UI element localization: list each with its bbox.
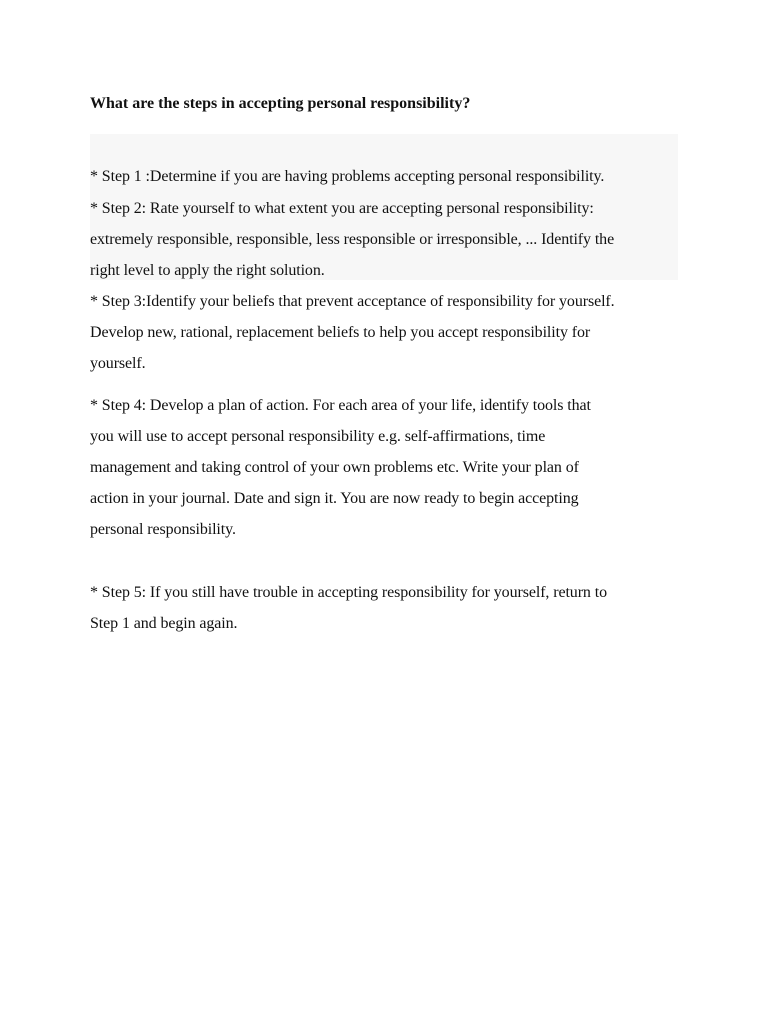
step-4-line: action in your journal. Date and sign it. You are now ready to begin accepting	[90, 490, 579, 507]
step-4-line: you will use to accept personal responsibility e.g. self-affirmations, time	[90, 428, 546, 445]
step-2-line: extremely responsible, responsible, less responsible or irresponsible, ... Identify the	[90, 231, 615, 248]
step-4-line: management and taking control of your own problems etc. Write your plan of	[90, 459, 579, 476]
step-5-line: * Step 5: If you still have trouble in accepting responsibility for yourself, return to	[90, 584, 607, 601]
step-4-line: personal responsibility.	[90, 521, 236, 538]
step-3-line: Develop new, rational, replacement beliefs to help you accept responsibility for	[90, 324, 591, 341]
step-2-paragraph	[90, 193, 690, 286]
step-3-line: * Step 3:Identify your beliefs that prevent acceptance of responsibility for yourself.	[90, 293, 615, 310]
step-2-line: * Step 2: Rate yourself to what extent you are accepting personal responsibility:	[90, 200, 594, 217]
step-2-line: right level to apply the right solution.	[90, 262, 325, 279]
step-3-paragraph	[90, 286, 690, 379]
step-1-paragraph	[90, 161, 690, 192]
step-1-line: * Step 1 :Determine if you are having problems accepting personal responsibility.	[90, 168, 605, 185]
step-5-paragraph	[90, 577, 690, 639]
step-4-paragraph	[90, 390, 690, 545]
question-heading: What are the steps in accepting personal responsibility?	[90, 95, 471, 112]
step-5-line: Step 1 and begin again.	[90, 615, 238, 632]
step-4-line: * Step 4: Develop a plan of action. For each area of your life, identify tools that	[90, 397, 591, 414]
step-3-line: yourself.	[90, 355, 146, 372]
